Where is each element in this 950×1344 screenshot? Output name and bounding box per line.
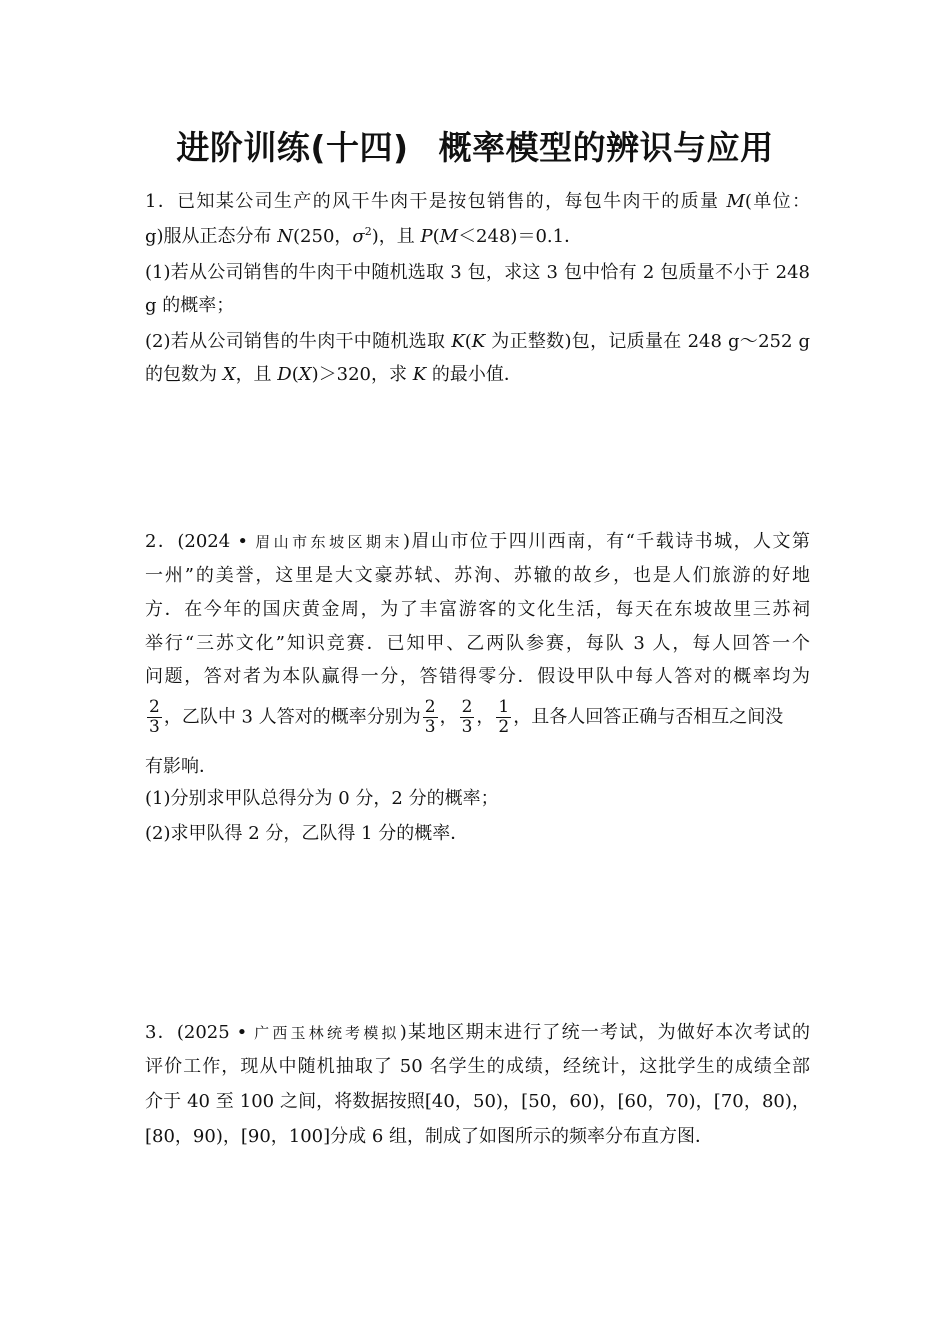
fraction-2-3-c: $\frac{2}{3}$ (461, 697, 473, 737)
q3-source: 广西玉林统考模拟 (254, 1024, 400, 1042)
title-series: 进阶训练(十四) (176, 128, 409, 167)
q1-line-2: g)服从正态分布 N(250，$\sigma^2$)，且 P(M＜248)＝0.1． (145, 225, 583, 247)
q2-part-2: (2)求甲队得 2 分，乙队得 1 分的概率． (145, 823, 469, 844)
q2-line-6: $\frac{2}{3}$ ，乙队中 3 人答对的概率分别为 $\frac{2}{3}$ ， $\frac{2}{3}$ ， $\frac{1}{2}$ ，且各人回答正确与否相互之间没 (149, 697, 784, 737)
fraction-1-2: $\frac{1}{2}$ (498, 697, 510, 737)
q1-line-1: 1．已知某公司生产的风干牛肉干是按包销售的，每包牛肉干的质量 M(单位： (145, 191, 811, 212)
fraction-2-3-a: $\frac{2}{3}$ (149, 697, 160, 737)
q2-part-1: (1)分别求甲队总得分为 0 分，2 分的概率； (145, 788, 499, 809)
page-title (0, 122, 950, 169)
q3-line-2: 评价工作，现从中随机抽取了 50 名学生的成绩，经统计，这批学生的成绩全部 (145, 1056, 810, 1077)
q2-line-7: 有影响． (145, 756, 217, 777)
q2-line-4: 举行“三苏文化”知识竞赛．已知甲、乙两队参赛，每队 3 人，每人回答一个 (145, 633, 810, 654)
q1-part-1-line-2: g 的概率； (145, 295, 235, 316)
q3-line-3: 介于 40 至 100 之间，将数据按照[40，50)，[50，60)，[60，70)，[70，80)， (145, 1091, 810, 1112)
q1-part-2-line-1: (2)若从公司销售的牛肉干中随机选取 K(K 为正整数)包，记质量在 248 g～252 g (145, 331, 811, 352)
q2-line-3: 方．在今年的国庆黄金周，为了丰富游客的文化生活，每天在东坡故里三苏祠 (145, 599, 810, 620)
q2-line-2: 一州”的美誉，这里是大文豪苏轼、苏洵、苏辙的故乡，也是人们旅游的好地 (145, 565, 810, 586)
q1-part-1-line-1: (1)若从公司销售的牛肉干中随机选取 3 包，求这 3 包中恰有 2 包质量不小于 248 (145, 262, 810, 283)
q2-line-1: 2．(2024 • 眉山市东坡区期末)眉山市位于四川西南，有“千载诗书城，人文第 (145, 531, 810, 552)
title-topic: 概率模型的辨识与应用 (438, 128, 774, 167)
q3-line-1: 3．(2025 • 广西玉林统考模拟)某地区期末进行了统一考试，为做好本次考试的 (145, 1022, 810, 1043)
q1-part-2-line-2: 的包数为 X，且 D(X)＞320，求 K 的最小值． (145, 364, 522, 385)
fraction-2-3-b: $\frac{2}{3}$ (424, 697, 436, 737)
q2-source: 眉山市东坡区期末 (255, 533, 403, 551)
q2-line-5: 问题，答对者为本队赢得一分，答错得零分．假设甲队中每人答对的概率均为 (145, 666, 810, 687)
q3-line-4: [80，90)，[90，100]分成 6 组，制成了如图所示的频率分布直方图． (145, 1126, 714, 1147)
